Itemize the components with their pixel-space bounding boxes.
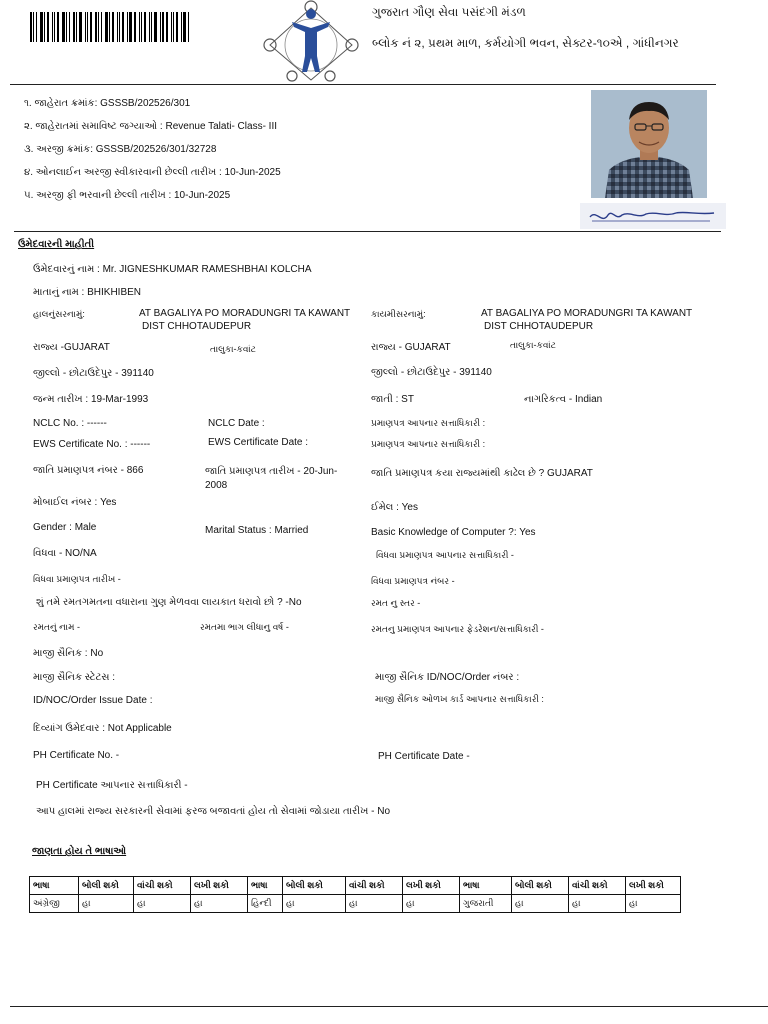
- govt-service-date: આપ હાલમાં રાજ્ય સરકારની સેવામાં ફરજ બજાવતાં હોય તો સેવામાં જોડાયા તારીખ - No: [36, 806, 391, 817]
- barcode-bar: [154, 12, 157, 42]
- nationality: નાગરિકત્વ - Indian: [524, 394, 603, 405]
- barcode-bar: [30, 12, 32, 42]
- speak-header: બોલી શકો: [512, 877, 569, 895]
- candidate-section-title: ઉમેદવારની માહીતી: [18, 239, 95, 250]
- barcode-bar: [79, 12, 82, 42]
- barcode-bar: [176, 12, 178, 42]
- barcode-bar: [160, 12, 161, 42]
- widow-cert-date: વિધવા પ્રમાણપત્ર તારીખ -: [33, 574, 121, 584]
- barcode-bar: [44, 12, 45, 42]
- current-address-line2: DIST CHHOTAUDEPUR: [142, 321, 252, 332]
- widow-cert-number: વિધવા પ્રમાણપત્ર નંબર -: [371, 576, 455, 586]
- barcode-bar: [166, 12, 168, 42]
- barcode-bar: [122, 12, 124, 42]
- disabled-candidate: દિવ્યાંગ ઉમેદવાર : Not Applicable: [33, 723, 172, 734]
- sport-authority: રમતનુ પ્રમાણપત્ર આપનાર ફેડરેશન/સત્તાધિકારી -: [371, 624, 544, 634]
- header-divider: [10, 84, 716, 85]
- barcode-bar: [62, 12, 65, 42]
- barcode-bar: [162, 12, 164, 42]
- barcode-bar: [66, 12, 67, 42]
- read-cell: હા: [346, 895, 403, 913]
- barcode-bar: [117, 12, 118, 42]
- lang-header: ભાષા: [30, 877, 79, 895]
- languages-data-row: [30, 895, 681, 913]
- candidate-photo: [591, 90, 707, 198]
- barcode-bar: [87, 12, 88, 42]
- barcode-bar: [141, 12, 142, 42]
- current-address-line1: AT BAGALIYA PO MORADUNGRI TA KAWANT: [139, 308, 351, 319]
- speak-header: બોલી શકો: [79, 877, 134, 895]
- caste-cert-date-year: 2008: [205, 480, 228, 491]
- barcode-bar: [151, 12, 152, 42]
- nclc-date: NCLC Date :: [208, 418, 265, 429]
- caste-cert-date: જાતિ પ્રમાણપત્ર તારીખ - 20-Jun-: [205, 466, 338, 477]
- marital-status: Marital Status : Married: [205, 525, 309, 536]
- languages-title: જાણતા હોય તે ભાષાઓ: [32, 846, 127, 857]
- ex-serviceman-authority: માજી સૈનિક ઓળખ કાર્ડ આપનાર સત્તાધિકારી :: [375, 694, 544, 704]
- read-cell: હા: [569, 895, 626, 913]
- lang-header: ભાષા: [248, 877, 283, 895]
- write-cell: હા: [626, 895, 681, 913]
- caste: જાતી : ST: [371, 394, 414, 405]
- barcode-bar: [112, 12, 114, 42]
- ph-cert-date: PH Certificate Date -: [378, 751, 470, 762]
- permanent-address-line2: DIST CHHOTAUDEPUR: [484, 321, 594, 332]
- section-divider: [14, 231, 721, 232]
- barcode-bar: [95, 12, 97, 42]
- write-header: લખી શકો: [626, 877, 681, 895]
- barcode-bar: [188, 12, 189, 42]
- district-left: જીલ્લો - છોટાઉદેપુર - 391140: [33, 368, 154, 379]
- sport-participation-year: રમતમા ભાગ લીધાનુ વર્ષ -: [200, 622, 289, 632]
- barcode-bar: [47, 12, 49, 42]
- speak-cell: હા: [512, 895, 569, 913]
- state-right: રાજ્ય - GUJARAT: [371, 342, 451, 353]
- write-header: લખી શકો: [403, 877, 460, 895]
- barcode-bar: [101, 12, 102, 42]
- barcode-bar: [54, 12, 55, 42]
- widow-authority: વિધવા પ્રમાણપત્ર આપનાર સત્તાધિકારી -: [376, 550, 514, 560]
- languages-header-row: [30, 877, 681, 895]
- barcode-bar: [40, 12, 43, 42]
- barcode-bar: [149, 12, 150, 42]
- mother-name: માતાનું નામ : BHIKHIBEN: [33, 287, 142, 298]
- read-header: વાંચી શકો: [134, 877, 191, 895]
- taluka-left: તાલુકા-કવાંટ: [210, 344, 256, 354]
- barcode-bar: [109, 12, 110, 42]
- caste-cert-state: જાતિ પ્રમાણપત્ર કયા રાજ્યમાંથી કાઢેલ છે ? GUJARAT: [371, 468, 593, 479]
- state-left: રાજ્ય -GUJARAT: [33, 342, 110, 353]
- last-date-fee: ૫. અરજી ફી ભરવાની છેલ્લી તારીખ : 10-Jun-2025: [24, 190, 231, 201]
- write-header: લખી શકો: [191, 877, 248, 895]
- barcode-bar: [183, 12, 186, 42]
- id-issue-date: ID/NOC/Order Issue Date :: [33, 695, 153, 706]
- languages-table: [29, 876, 681, 913]
- computer-knowledge: Basic Knowledge of Computer ?: Yes: [371, 527, 536, 538]
- taluka-right: તાલુકા-કવાંટ: [510, 340, 556, 350]
- barcode: [30, 12, 200, 42]
- barcode-bar: [181, 12, 182, 42]
- barcode-bar: [85, 12, 86, 42]
- widow: વિધવા - NO/NA: [33, 548, 97, 559]
- candidate-name: ઉમેદવારનું નામ : Mr. JIGNESHKUMAR RAMESHBHAI KOLCHA: [33, 264, 312, 275]
- advt-number: ૧. જાહેરાત ક્રમાંક: GSSSB/202526/301: [24, 98, 191, 109]
- sports-level: રમત નુ સ્તર -: [371, 598, 421, 608]
- sport-name: રમતનું નામ -: [33, 622, 80, 632]
- read-header: વાંચી શકો: [569, 877, 626, 895]
- barcode-bar: [57, 12, 59, 42]
- barcode-bar: [76, 12, 77, 42]
- application-number: ૩. અરજી ક્રમાંક: GSSSB/202526/301/32728: [24, 144, 217, 155]
- barcode-bar: [171, 12, 172, 42]
- barcode-bar: [119, 12, 120, 42]
- barcode-bar: [52, 12, 53, 42]
- ews-date: EWS Certificate Date :: [208, 437, 309, 448]
- sports-question: શું તમે રમતગમતના વધારાના ગુણ મેળવવા લાયકાત ધરાવો છો ? -No: [36, 597, 302, 608]
- org-address: બ્લોક નં ૨, પ્રથમ માળ, કર્મયોગી ભવન, સેક્ટર-૧૦એ , ગાંધીનગર: [372, 36, 679, 50]
- district-right: જીલ્લો - છોટાઉદેપુર - 391140: [371, 367, 492, 378]
- barcode-bar: [98, 12, 99, 42]
- read-cell: હા: [134, 895, 191, 913]
- date-of-birth: જન્મ તારીખ : 19-Mar-1993: [33, 394, 149, 405]
- mobile: મોબાઈલ નંબર : Yes: [33, 497, 117, 508]
- post-name: ૨. જાહેરાતમાં સમાવિષ્ટ જગ્યાઓ : Revenue Talati- Class- III: [24, 121, 278, 132]
- lang-header: ભાષા: [460, 877, 512, 895]
- last-date-online: ૪. ઓનલાઈન અરજી સ્વીકારવાની છેલ્લી તારીખ : 10-Jun-2025: [24, 167, 281, 178]
- ph-cert-number: PH Certificate No. -: [33, 750, 120, 761]
- current-address-label: હાલનુંસરનામું:: [33, 309, 85, 319]
- read-header: વાંચી શકો: [346, 877, 403, 895]
- ews-authority: પ્રમાણપત્ર આપનાર સત્તાધિકારી :: [371, 439, 486, 449]
- barcode-bar: [33, 12, 34, 42]
- lang-cell: હિન્દી: [248, 895, 283, 913]
- email: ઈમેલ : Yes: [371, 502, 418, 513]
- ex-serviceman: માજી સૈનિક : No: [33, 648, 104, 659]
- lang-cell: ગુજરાતી: [460, 895, 512, 913]
- caste-cert-number: જાતિ પ્રમાણપત્ર નંબર - 866: [33, 465, 144, 476]
- barcode-bar: [139, 12, 140, 42]
- write-cell: હા: [403, 895, 460, 913]
- barcode-bar: [36, 12, 37, 42]
- write-cell: હા: [191, 895, 248, 913]
- barcode-bar: [129, 12, 132, 42]
- barcode-bar: [69, 12, 70, 42]
- nclc-authority: પ્રમાણપત્ર આપનાર સત્તાધિકારી :: [371, 418, 486, 428]
- footer-divider: [10, 1006, 768, 1007]
- speak-cell: હા: [283, 895, 346, 913]
- permanent-address-line1: AT BAGALIYA PO MORADUNGRI TA KAWANT: [481, 308, 693, 319]
- ph-cert-authority: PH Certificate આપનાર સત્તાધિકારી -: [36, 780, 188, 791]
- permanent-address-label: કાયમીસરનામું:: [371, 309, 426, 319]
- barcode-bar: [173, 12, 174, 42]
- barcode-bar: [127, 12, 128, 42]
- gsssb-logo: [262, 0, 360, 84]
- speak-header: બોલી શકો: [283, 877, 346, 895]
- barcode-bar: [134, 12, 136, 42]
- barcode-bar: [90, 12, 92, 42]
- org-name: ગુજરાત ગૌણ સેવા પસંદગી મંડળ: [372, 5, 526, 19]
- ex-serviceman-id: માજી સૈનિક ID/NOC/Order નંબર :: [375, 672, 520, 683]
- lang-cell: અંગ્રેજી: [30, 895, 79, 913]
- nclc-number: NCLC No. : ------: [33, 418, 107, 429]
- barcode-bar: [73, 12, 75, 42]
- ews-number: EWS Certificate No. : ------: [33, 439, 151, 450]
- ex-serviceman-status: માજી સૈનિક સ્ટેટસ :: [33, 672, 116, 683]
- candidate-signature: [580, 203, 726, 229]
- gender: Gender : Male: [33, 522, 97, 533]
- speak-cell: હા: [79, 895, 134, 913]
- barcode-bar: [144, 12, 146, 42]
- barcode-bar: [105, 12, 108, 42]
